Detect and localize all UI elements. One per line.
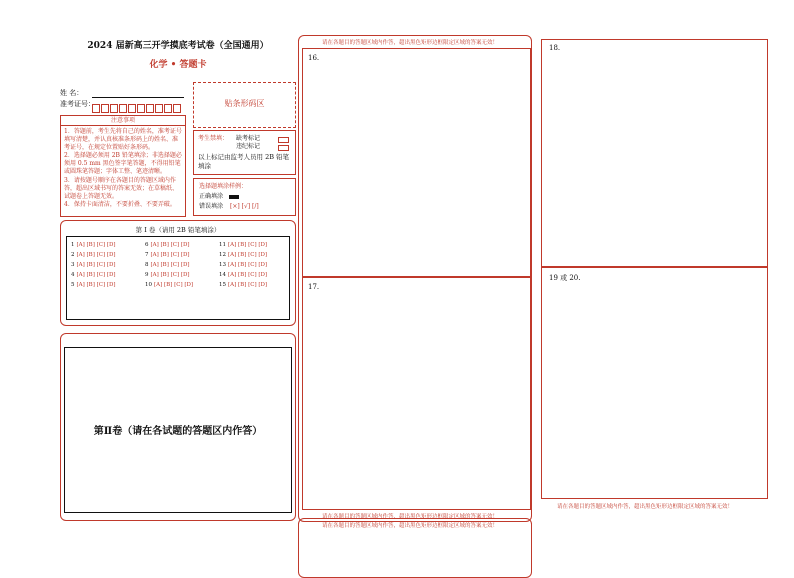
question-row[interactable]: 4 [A] [B] [C] [D] xyxy=(71,272,116,278)
barcode-area xyxy=(193,82,296,128)
answer-area-16[interactable] xyxy=(302,48,531,277)
question-row[interactable]: 15 [A] [B] [C] [D] xyxy=(219,282,268,288)
notice-item: 4．保持卡面清洁，不要折叠、不要弄破。 xyxy=(64,200,176,208)
part1-answer-grid xyxy=(66,236,290,320)
question-row[interactable]: 2 [A] [B] [C] [D] xyxy=(71,252,116,258)
correct-fill-label: 正确填涂 xyxy=(199,193,224,200)
absent-label: 缺考标记 xyxy=(236,135,261,142)
question-number-18: 18. xyxy=(549,44,561,52)
question-row[interactable]: 13 [A] [B] [C] [D] xyxy=(219,262,268,268)
question-number-19-20: 19 或 20. xyxy=(549,274,581,282)
warning-next: 请在各题目的答题区域内作答，超出黑色矩形边框限定区域的答案无效！ xyxy=(322,523,499,529)
status-note: 以上标记由监考人员用 2B 铅笔填涂 xyxy=(198,153,290,170)
answer-column-3 xyxy=(219,242,267,292)
wrong-fill-marks: [×] [√] [/] xyxy=(230,203,259,210)
question-row[interactable]: 11 [A] [B] [C] [D] xyxy=(219,242,268,248)
question-row[interactable]: 12 [A] [B] [C] [D] xyxy=(219,252,268,258)
question-row[interactable]: 3 [A] [B] [C] [D] xyxy=(71,262,116,268)
question-row[interactable]: 7 [A] [B] [C] [D] xyxy=(145,252,190,258)
question-row[interactable]: 9 [A] [B] [C] [D] xyxy=(145,272,190,278)
correct-fill-mark xyxy=(229,195,239,199)
part2-inner-box xyxy=(64,347,292,513)
question-row[interactable]: 14 [A] [B] [C] [D] xyxy=(219,272,268,278)
notice-list xyxy=(61,126,185,211)
status-box xyxy=(193,130,296,175)
wrong-fill-label: 错误填涂 xyxy=(199,203,224,210)
notice-item: 3．请按题号顺序在各题目的答题区域内作答，超出区域书写的答案无效；在草稿纸、试题卷上答题无效。 xyxy=(64,176,179,200)
answer-area-18[interactable] xyxy=(541,39,768,267)
notice-box xyxy=(60,115,186,217)
absent-checkbox[interactable] xyxy=(278,137,289,143)
answer-area-17[interactable] xyxy=(302,277,531,510)
question-number-17: 17. xyxy=(308,283,320,291)
page-title: 2024 届新高三开学摸底考试卷（全国通用） xyxy=(87,41,269,51)
question-number-16: 16. xyxy=(308,54,320,62)
question-row[interactable]: 8 [A] [B] [C] [D] xyxy=(145,262,190,268)
notice-item: 2．选择题必须用 2B 铅笔填涂；非选择题必须用 0.5 mm 黑色签字笔答题，不得用铅笔或圆珠笔答题；字体工整、笔迹清晰。 xyxy=(64,152,182,176)
subject-title: 化学 • 答题卡 xyxy=(149,60,207,70)
notice-item: 1．答题前，考生先将自己的姓名，准考证号填写清楚，并认真核准条形码上的姓名、准考证号，在规定位置贴好条形码。 xyxy=(64,128,182,152)
question-row[interactable]: 10 [A] [B] [C] [D] xyxy=(145,282,194,288)
warning-right: 请在各题目的答题区域内作答，超出黑色矩形边框限定区域的答案无效！ xyxy=(557,504,734,510)
part1-section xyxy=(60,220,296,326)
notice-title: 注意事项 xyxy=(61,116,185,126)
violation-label: 违纪标记 xyxy=(236,143,261,150)
id-label: 准考证号： xyxy=(60,100,95,108)
fill-example-box xyxy=(193,178,296,216)
answer-area-19-20[interactable] xyxy=(541,267,768,499)
part1-title: 第 I 卷（请用 2B 铅笔填涂） xyxy=(135,226,221,234)
question-row[interactable]: 6 [A] [B] [C] [D] xyxy=(145,242,190,248)
status-label: 考生禁填： xyxy=(198,135,229,142)
answer-column-2 xyxy=(145,242,193,292)
answer-column-1 xyxy=(71,242,116,292)
barcode-label: 贴条形码区 xyxy=(224,99,265,108)
fill-example-title: 选择题填涂样例： xyxy=(199,183,248,190)
part2-title: 第Ⅱ卷（请在各试题的答题区内作答） xyxy=(93,426,263,437)
name-label: 姓 名： xyxy=(60,89,84,97)
question-row[interactable]: 5 [A] [B] [C] [D] xyxy=(71,282,116,288)
violation-checkbox[interactable] xyxy=(278,145,289,151)
question-row[interactable]: 1 [A] [B] [C] [D] xyxy=(71,242,116,248)
warning-top: 请在各题目的答题区域内作答，超出黑色矩形边框限定区域的答案无效！ xyxy=(322,40,499,46)
warning-bottom: 请在各题目的答题区域内作答，超出黑色矩形边框限定区域的答案无效！ xyxy=(322,514,499,520)
part2-section xyxy=(60,333,296,521)
